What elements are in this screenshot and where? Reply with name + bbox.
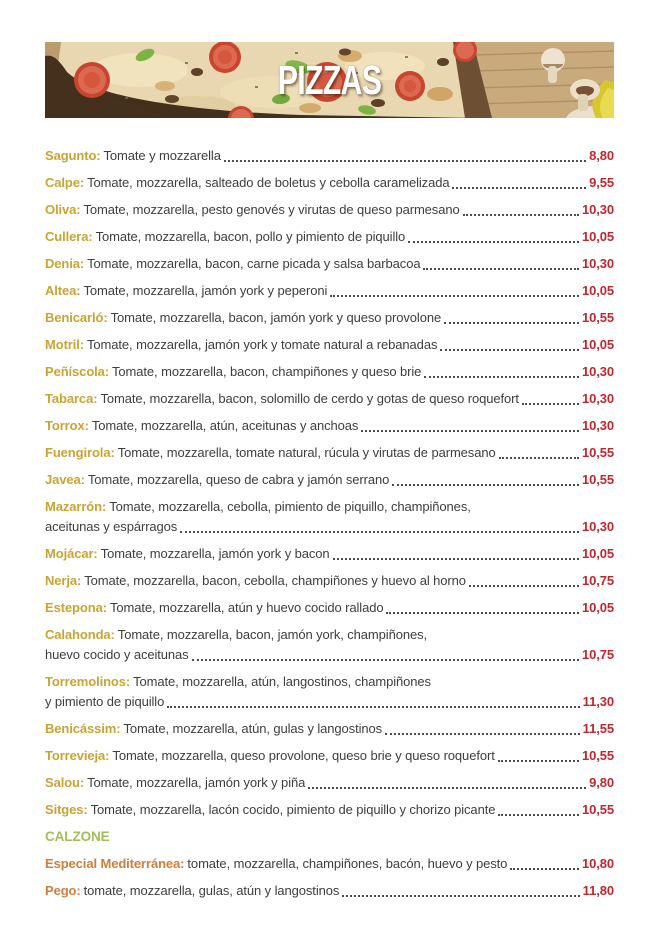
dotted-leader xyxy=(424,376,579,378)
menu-item xyxy=(45,881,614,901)
menu-item xyxy=(45,443,614,463)
item-text xyxy=(45,544,330,564)
item-description: Tomate, mozzarella, bacon, champiñones y queso brie xyxy=(112,364,422,379)
item-text xyxy=(45,254,420,274)
dotted-leader xyxy=(444,322,579,324)
menu-item xyxy=(45,800,614,820)
item-text xyxy=(45,362,421,382)
item-text xyxy=(45,308,441,328)
item-text xyxy=(45,227,405,247)
menu-item xyxy=(45,746,614,766)
banner-title: PIZZAS xyxy=(277,56,382,103)
item-description: Tomate, mozzarella, salteado de boletus y cebolla caramelizada xyxy=(87,175,450,190)
item-description: Tomate, mozzarella, jamón york y tomate natural a rebanadas xyxy=(87,337,438,352)
item-price: 10,30 xyxy=(581,256,614,271)
item-price: 9,80 xyxy=(589,775,614,790)
item-text xyxy=(45,800,495,820)
dotted-leader xyxy=(499,457,579,459)
dotted-leader xyxy=(167,706,579,708)
item-name: Denia: xyxy=(45,256,85,271)
item-name: Motril: xyxy=(45,337,85,352)
menu-item xyxy=(45,362,614,382)
item-name: Torrevieja: xyxy=(45,748,110,763)
item-description: tomate, mozzarella, champiñones, bacón, huevo y pesto xyxy=(187,856,508,871)
item-price: 10,05 xyxy=(581,600,614,615)
dotted-leader xyxy=(224,160,586,162)
item-price: 10,55 xyxy=(581,310,614,325)
dotted-leader xyxy=(192,659,579,661)
item-description: Tomate, mozzarella, atún, gulas y langostinos xyxy=(123,721,383,736)
menu-item xyxy=(45,497,614,537)
item-price: 10,55 xyxy=(581,472,614,487)
menu-item xyxy=(45,854,614,874)
item-description: Tomate, mozzarella, atún, aceitunas y anchoas xyxy=(91,418,359,433)
menu-item xyxy=(45,598,614,618)
item-description-line2: aceitunas y espárragos xyxy=(45,519,178,534)
item-description: Tomate, mozzarella, bacon, pollo y pimiento de piquillo xyxy=(95,229,406,244)
item-price: 10,30 xyxy=(581,418,614,433)
item-name: Benicássim: xyxy=(45,721,121,736)
item-text xyxy=(45,443,496,463)
dotted-leader xyxy=(308,787,586,789)
dotted-leader xyxy=(408,241,579,243)
menu-item xyxy=(45,281,614,301)
item-description: Tomate, mozzarella, jamón york y bacon xyxy=(100,546,330,561)
menu-item xyxy=(45,544,614,564)
item-name: Altea: xyxy=(45,283,81,298)
dotted-leader xyxy=(463,214,579,216)
item-price: 8,80 xyxy=(589,148,614,163)
item-text xyxy=(45,173,449,193)
item-description: Tomate, mozzarella, bacon, jamón york, champiñones, xyxy=(117,627,428,642)
item-name: Torremolinos: xyxy=(45,674,131,689)
menu-item xyxy=(45,672,614,712)
item-description: Tomate, mozzarella, pesto genovés y virutas de queso parmesano xyxy=(83,202,460,217)
item-price: 10,55 xyxy=(581,748,614,763)
item-price: 11,30 xyxy=(582,694,614,709)
menu-item xyxy=(45,335,614,355)
item-description: Tomate, mozzarella, lacón cocido, pimiento de piquillo y chorizo picante xyxy=(90,802,496,817)
item-name: Mazarrón: xyxy=(45,499,107,514)
item-text xyxy=(45,470,389,490)
item-text xyxy=(45,674,431,689)
item-price: 10,55 xyxy=(581,445,614,460)
menu-list xyxy=(45,146,614,908)
item-price: 11,80 xyxy=(582,883,614,898)
dotted-leader xyxy=(522,403,579,405)
item-name: Calpe: xyxy=(45,175,85,190)
dotted-leader xyxy=(469,585,579,587)
menu-item xyxy=(45,719,614,739)
item-text xyxy=(45,627,427,642)
item-price: 10,75 xyxy=(581,573,614,588)
item-name: Javea: xyxy=(45,472,85,487)
item-price: 10,30 xyxy=(581,364,614,379)
item-description: Tomate, mozzarella, queso provolone, queso brie y queso roquefort xyxy=(112,748,495,763)
item-price: 10,80 xyxy=(581,856,614,871)
item-text xyxy=(45,854,507,874)
dotted-leader xyxy=(510,868,579,870)
item-description-line2: huevo cocido y aceitunas xyxy=(45,647,189,662)
item-description: Tomate y mozzarella xyxy=(103,148,221,163)
menu-item xyxy=(45,625,614,665)
item-description: Tomate, mozzarella, atún y huevo cocido rallado xyxy=(109,600,384,615)
pizzas-banner xyxy=(45,42,614,118)
dotted-leader xyxy=(330,295,579,297)
menu-item xyxy=(45,227,614,247)
item-text xyxy=(45,146,221,166)
item-price: 10,75 xyxy=(581,647,614,662)
item-name: Benicarló: xyxy=(45,310,108,325)
dotted-leader xyxy=(361,430,579,432)
item-text xyxy=(45,499,471,514)
item-description: Tomate, mozzarella, bacon, solomillo de cerdo y gotas de queso roquefort xyxy=(100,391,519,406)
item-name: Peñíscola: xyxy=(45,364,110,379)
item-description: Tomate, mozzarella, jamón york y peperoni xyxy=(83,283,328,298)
dotted-leader xyxy=(385,733,580,735)
menu-item xyxy=(45,254,614,274)
menu-item xyxy=(45,200,614,220)
dotted-leader xyxy=(342,895,579,897)
item-text xyxy=(45,571,466,591)
item-name: Sagunto: xyxy=(45,148,101,163)
item-price: 10,05 xyxy=(581,283,614,298)
item-description: Tomate, mozzarella, cebolla, pimiento de piquillo, champiñones, xyxy=(109,499,471,514)
item-name: Mojácar: xyxy=(45,546,98,561)
menu-item xyxy=(45,146,614,166)
item-name: Oliva: xyxy=(45,202,81,217)
item-price: 10,55 xyxy=(581,802,614,817)
item-price: 10,05 xyxy=(581,229,614,244)
item-name: Sitges: xyxy=(45,802,88,817)
item-description: Tomate, mozzarella, queso de cabra y jamón serrano xyxy=(87,472,390,487)
item-text xyxy=(45,416,358,436)
item-price: 10,30 xyxy=(581,391,614,406)
dotted-leader xyxy=(440,349,579,351)
dotted-leader xyxy=(180,531,579,533)
item-text xyxy=(45,335,437,355)
item-description: Tomate, mozzarella, atún, langostinos, champiñones xyxy=(133,674,431,689)
menu-item xyxy=(45,389,614,409)
item-name: Pego: xyxy=(45,883,81,898)
menu-item xyxy=(45,416,614,436)
dotted-leader xyxy=(423,268,579,270)
dotted-leader xyxy=(452,187,586,189)
item-name: Fuengirola: xyxy=(45,445,115,460)
item-name: Especial Mediterránea: xyxy=(45,856,185,871)
dotted-leader xyxy=(333,558,579,560)
item-text xyxy=(45,881,339,901)
item-name: Nerja: xyxy=(45,573,82,588)
menu-item xyxy=(45,308,614,328)
item-name: Tabarca: xyxy=(45,391,98,406)
item-text xyxy=(45,719,382,739)
item-description: Tomate, mozzarella, bacon, carne picada y salsa barbacoa xyxy=(87,256,421,271)
dotted-leader xyxy=(498,814,579,816)
item-text xyxy=(45,746,495,766)
item-name: Torrox: xyxy=(45,418,89,433)
item-price: 11,55 xyxy=(582,721,614,736)
item-description: Tomate, mozzarella, bacon, cebolla, champiñones y huevo al horno xyxy=(84,573,466,588)
item-price: 10,30 xyxy=(581,202,614,217)
section-header-calzone: CALZONE xyxy=(45,829,110,844)
item-description: Tomate, mozzarella, jamón york y piña xyxy=(87,775,306,790)
item-name: Salou: xyxy=(45,775,85,790)
item-name: Calahonda: xyxy=(45,627,115,642)
menu-item xyxy=(45,773,614,793)
dotted-leader xyxy=(498,760,579,762)
dotted-leader xyxy=(392,484,579,486)
item-description: Tomate, mozzarella, bacon, jamón york y queso provolone xyxy=(110,310,442,325)
item-description: tomate, mozzarella, gulas, atún y langostinos xyxy=(83,883,340,898)
item-text xyxy=(45,773,305,793)
menu-item xyxy=(45,470,614,490)
item-description-line2: y pimiento de piquillo xyxy=(45,694,165,709)
item-name: Estepona: xyxy=(45,600,107,615)
item-price: 10,05 xyxy=(581,546,614,561)
item-text xyxy=(45,281,327,301)
dotted-leader xyxy=(386,612,578,614)
menu-item xyxy=(45,173,614,193)
item-price: 10,30 xyxy=(581,519,614,534)
item-text xyxy=(45,598,383,618)
item-text xyxy=(45,200,460,220)
item-text xyxy=(45,389,519,409)
item-name: Cullera: xyxy=(45,229,93,244)
item-price: 10,05 xyxy=(581,337,614,352)
item-price: 9,55 xyxy=(589,175,614,190)
pizza-photo-illustration xyxy=(45,42,614,118)
item-description: Tomate, mozzarella, tomate natural, rúcula y virutas de parmesano xyxy=(117,445,496,460)
menu-item xyxy=(45,571,614,591)
